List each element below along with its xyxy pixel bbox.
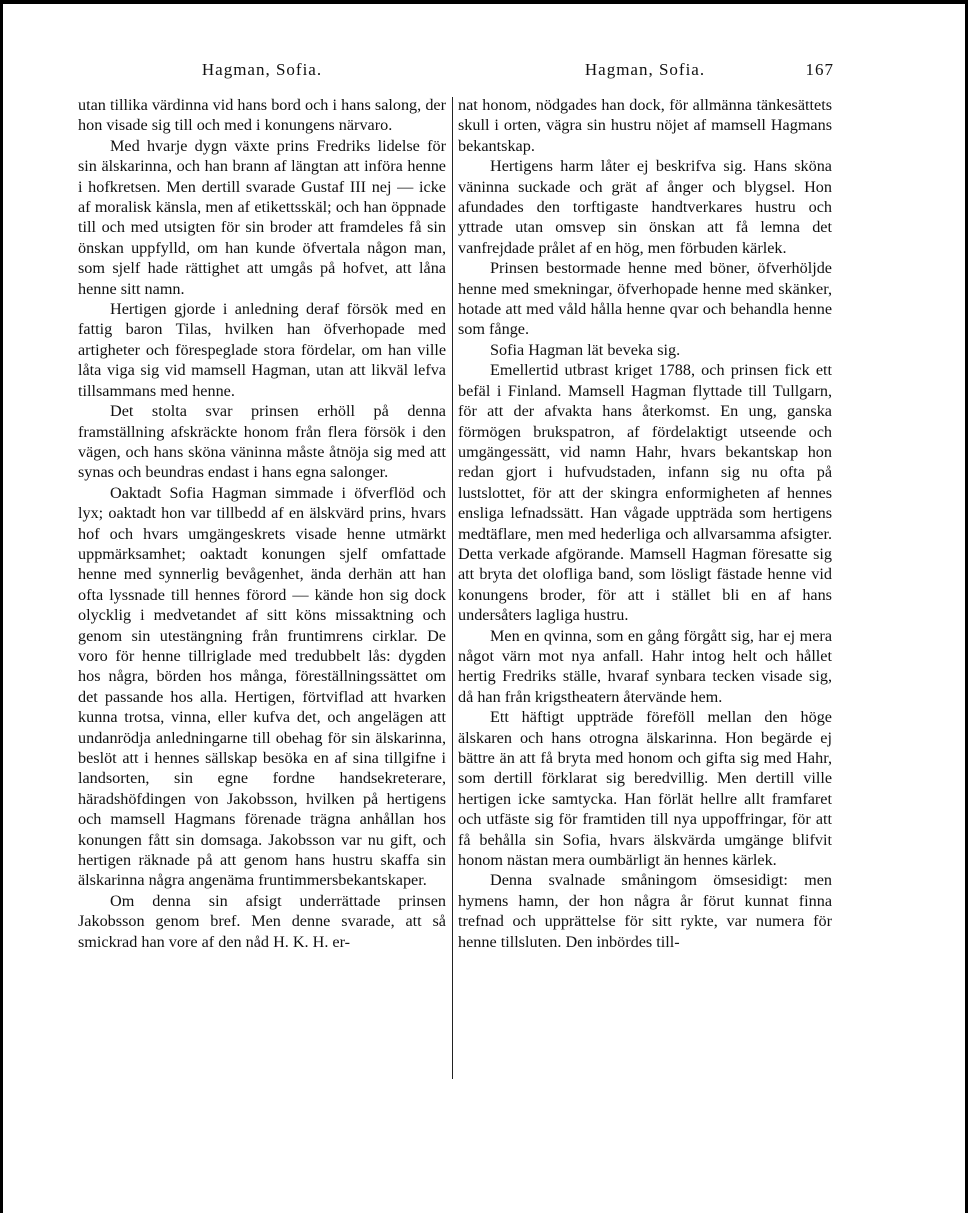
running-head-left (78, 60, 446, 86)
running-head-right (458, 60, 832, 86)
paragraph: Hertigens harm låter ej beskrifva sig. Hans sköna väninna suckade och grät af ånger och blygsel. Hon afundades den torftigaste handtverkares hustru och yttrade utan omsvep sin önskan att få lemna det vanfrejdade prålet af en hög, men förbuden kärlek. (458, 157, 832, 257)
paragraph: Emellertid utbrast kriget 1788, och prinsen fick ett befäl i Finland. Mamsell Hagman flyttade till Tullgarn, för att der afvakta hans återkomst. En ung, ganska förmögen brukspatron, af fördelaktigt utseende och umgängessätt, vid namn Hahr, hvars bekantskap hon redan gjort i hufvudstaden, infann sig nu ofta på lustslottet, för att der skingra enformigheten af hennes ensliga lefnadssätt. Han vågade uppträda som hertigens medtäflare, men med hederliga och allvarsamma afsigter. Detta verkade afgörande. Mamsell Hagman föresatte sig att bryta det olofliga band, som lösligt fästade henne vid konungens broder, för att i stället bli en af hans undersåters lagliga hustru. (458, 361, 832, 625)
paragraph: Det stolta svar prinsen erhöll på denna framställning afskräckte honom från flera försök i den vägen, och hans sköna väninna måste åtnöja sig med att synas och beundras endast i hans egna salonger. (78, 402, 446, 482)
paragraph: utan tillika värdinna vid hans bord och i hans salong, der hon visade sig till och med i konungens närvaro. (78, 96, 446, 135)
running-head-left-title: Hagman, Sofia. (201, 60, 323, 79)
paragraph: Sofia Hagman lät beveka sig. (490, 340, 681, 359)
paragraph: Med hvarje dygn växte prins Fredriks lidelse för sin älskarinna, och han brann af längtan att införa henne i hofkretsen. Men dertill svarade Gustaf III nej — icke af moralisk känsla, men af etikettsskäl; och han öppnade till och med utsigten för sin broder att framdeles få sin önskan uppfylld, om han kunde öfvertala någon man, som sjelf hade rättighet att umgås på hofvet, att låna henne sitt namn. (78, 136, 446, 298)
paragraph: Prinsen bestormade henne med böner, öfverhöljde henne med smekningar, öfverhopade henne med skänker, hotade att med våld hålla henne qvar och behandla henne som fånge. (458, 259, 832, 339)
paragraph: Om denna sin afsigt underrättade prinsen Jakobsson genom bref. Men denne svarade, att så smickrad han vore af den nåd H. K. H. er- (78, 891, 446, 951)
left-column (78, 95, 446, 952)
paragraph: Oaktadt Sofia Hagman simmade i öfverflöd och lyx; oaktadt hon var tillbedd af en älskvärd prins, hvars hof och hvars umgängeskrets visade henne utmärkt uppmärksamhet; oaktadt konungen sjelf omfattade henne med synnerlig bevågenhet, ända derhän att han ofta lyssnade till hennes förord — kände hon sig dock olycklig i medvetandet af sitt köns missaktning och genom sin utestängning från fruntimrens cirklar. De voro för henne tillriglade med tredubbelt lås: dygden hos några, börden hos många, föreställningssättet om det passande hos alla. Hertigen, förtviflad att hvarken kunna trotsa, vinna, eller kufva det, och angelägen att undanrödja anledningarne till obehag för sin älskarinna, beslöt att i hennes sällskap besöka en af sina tillgifne i landsorten, sin egne fordne handsekreterare, häradshöfdingen von Jakobsson, hvilken på hertigens och mamsell Hagmans förenade trägna anhållan hos konungen fått sin domsaga. Jakobsson var nu gift, och hertigen räknade på att genom hans hustru skaffa sin älskarinna några angenäma fruntimmersbekantskaper. (78, 483, 446, 890)
scan-border-top (0, 0, 968, 4)
page-number: 167 (805, 60, 834, 79)
paragraph: nat honom, nödgades han dock, för allmänna tänkesättets skull i orten, vägra sin hustru nöjet af mamsell Hagmans bekantskap. (458, 96, 832, 155)
paragraph: Ett häftigt uppträde föreföll mellan den höge älskaren och hans otrogna älskarinna. Hon begärde ej bättre än att få bryta med honom och gifta sig med Hahr, som dertill förklarat sig beredvillig. Men dertill ville hertigen icke samtycka. Han förlät hellre allt framfaret och utfäste sig för framtiden till nya uppoffringar, för att få behålla sin Sofia, hvars älskvärda umgänge blifvit honom nästan mera oumbärligt än hennes kärlek. (458, 708, 832, 870)
scan-border-left (0, 0, 3, 1213)
right-column (458, 95, 832, 952)
column-divider (452, 97, 453, 1079)
paragraph: Hertigen gjorde i anledning deraf försök med en fattig baron Tilas, hvilken han öfverhopade med artigheter och förespeglade stora fördelar, om han ville låta viga sig vid mamsell Hagman, utan att likväl lefva tillsammans med henne. (78, 300, 446, 400)
running-head-right-title: Hagman, Sofia. (584, 60, 706, 79)
paragraph: Denna svalnade småningom ömsesidigt: men hymens hamn, der hon några år förut kunnat finna trefnad och upprättelse för sitt rykte, var numera för henne tillsluten. Den inbördes till- (458, 871, 832, 951)
paragraph: Men en qvinna, som en gång förgått sig, har ej mera något värn mot nya anfall. Hahr intog helt och hållet hertig Fredriks ställe, hvaraf synbara tecken visade sig, då han från krigstheatern återvände hem. (458, 626, 832, 706)
